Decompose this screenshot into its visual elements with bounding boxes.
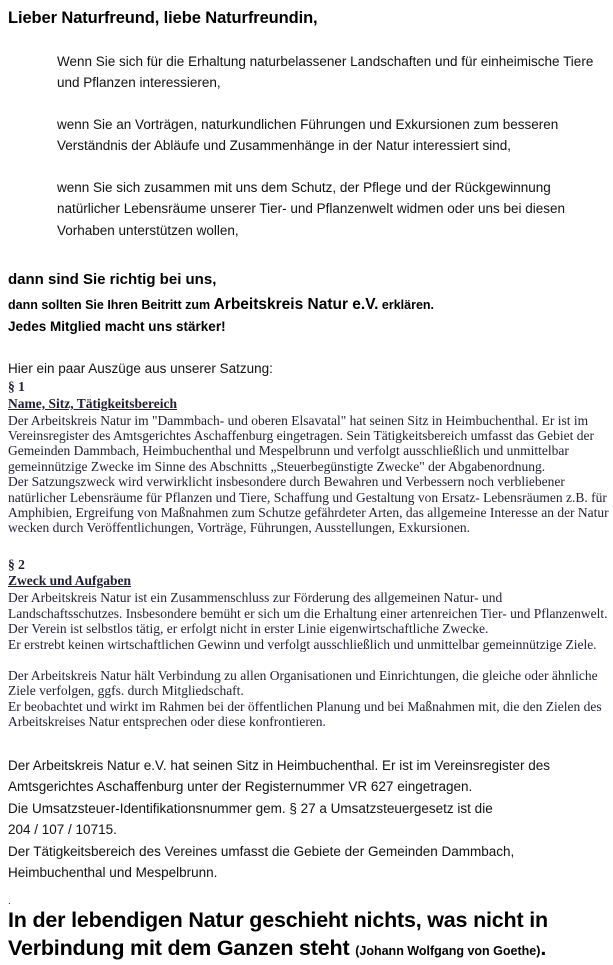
section-line: Vereinsregister des Amtsgerichtes Aschaffenburg eingetragen. Sein Tätigkeitsbereich umfasst das Gebiet der [8,428,594,444]
section-line: natürlicher Lebensräume für Pflanzen und Tiere, Schaffung und Gestaltung von Ersatz- Lebensräumen z.B. für [8,489,607,505]
section-line: Amphibien, Ergreifung von Maßnahmen zum Schutze gefährdeter Arten, das allgemeine Interesse an der Natur [8,505,609,521]
closing-paragraph [0,730,613,884]
call-to-action-prefix: dann sollten Sie Ihren Beitritt zum [8,298,214,313]
closing-line: Der Arbeitskreis Natur e.V. hat seinen Sitz in Heimbuchenthal. Er ist im Vereinsregister des [8,757,550,773]
section-line: Er beobachtet und wirkt im Rahmen bei der öffentlichen Planung und bei Maßnahmen mit, die den Zielen des [8,698,602,714]
section-line: wecken durch Veröffentlichungen, Vorträge, Führungen, Ausstellungen, Exkursionen. [8,520,471,536]
section-line: Der Verein ist selbstlos tätig, er erfolgt nicht in erster Linie eigenwirtschaftliche Zwecke. [8,621,489,637]
section-line: Der Arbeitskreis Natur im "Dammbach- und oberen Elsavatal" hat seinen Sitz in Heimbuchenthal. Er ist im [8,412,589,428]
intro-paragraph-3: wenn Sie sich zusammen mit uns dem Schutz, der Pflege und der Rückgewinnung natürlicher Lebensräume unserer Tier- und Pflanzenwelt widmen oder uns bei diesen Vorhaben unterstützen wollen, [57,179,566,238]
section-line: Der Arbeitskreis Natur hält Verbindung zu allen Organisationen und Einrichtungen, die gleiche oder ähnliche [8,668,598,683]
section-line: Arbeitskreises Natur entsprechen oder diese konfrontieren. [8,714,326,730]
organization-name: Arbeitskreis Natur e.V. [213,296,379,314]
closing-line: Amtsgerichtes Aschaffenburg unter der Registernummer VR 627 eingetragen. [8,779,473,795]
closing-line: Die Umsatzsteuer-Identifikationsnummer gem. § 27 a Umsatzsteuergesetz ist die [8,800,493,816]
call-to-action-line-2 [0,290,613,315]
call-to-action-suffix: erklären. [378,298,435,313]
call-to-action-line-1: dann sind Sie richtig bei uns, [8,271,217,289]
section-line: gemeinnützige Zwecke im Sinne des Abschnitts „Steuerbegünstigte Zwecke" der Abgabenordnung. [8,458,546,474]
section-number-2: § 2 [8,556,25,572]
section-line: Er erstrebt keinen wirtschaftlichen Gewinn und verfolgt ausschließlich und unmittelbar gemeinnützige Ziele. [8,636,597,652]
intro-paragraph-2: wenn Sie an Vorträgen, naturkundlichen Führungen und Exkursionen zum besseren Verständnis der Abläufe und Zusammenhänge in der Natur interessiert sind, [57,116,559,154]
closing-line-vat-number: 204 / 107 / 10715. [8,822,117,838]
section-body-2-block-1 [0,589,613,652]
section-line: Der Arbeitskreis Natur ist ein Zusammenschluss zur Förderung des allgemeinen Natur- und [8,590,503,606]
call-to-action-line-3: Jedes Mitglied macht uns stärker! [8,319,226,335]
section-line: Ziele verfolgen, ggfs. durch Mitgliedschaft. [8,683,244,699]
section-line: Der Satzungszweck wird verwirklicht insbesondere durch Bewahren und Verbessern noch verbliebener [8,474,565,490]
statutes-lead-text: Hier ein paar Auszüge aus unserer Satzung: [8,361,273,377]
paragraph-spacer [0,652,613,667]
quote-attribution: (Johann Wolfgang von Goethe) [355,943,541,958]
section-line: Landschaftsschutzes. Insbesondere bemüht er sich um die Erhaltung einer artenreichen Tier- und Pflanzenwelt. [8,605,608,621]
section-body-1 [0,412,613,536]
section-title-1: Name, Sitz, Tätigkeitsbereich [8,395,177,411]
page-title: Lieber Naturfreund, liebe Naturfreundin, [8,9,318,27]
section-body-2-block-2 [0,667,613,730]
section-title-2: Zweck und Aufgaben [8,573,132,589]
page-tail-mark: . [8,896,11,907]
quote-text: In der lebendigen Natur geschieht nichts, was nicht in Verbindung mit dem Ganzen steht [8,907,548,960]
section-line: Gemeinden Dammbach, Heimbuchenthal und Mespelbrunn und verfolgt ausschließlich und unmittelbar [8,443,569,459]
intro-paragraph-1: Wenn Sie sich für die Erhaltung naturbelassener Landschaften und für einheimische Tiere und Pflanzen interessieren, [57,53,594,91]
section-number-1: § 1 [8,379,25,395]
section-spacer [0,536,613,556]
closing-line: Heimbuchenthal und Mespelbrunn. [8,865,218,881]
closing-line: Der Tätigkeitsbereich des Vereines umfasst die Gebiete der Gemeinden Dammbach, [8,843,515,859]
goethe-quote [0,884,613,965]
quote-end-mark: . [540,935,547,960]
